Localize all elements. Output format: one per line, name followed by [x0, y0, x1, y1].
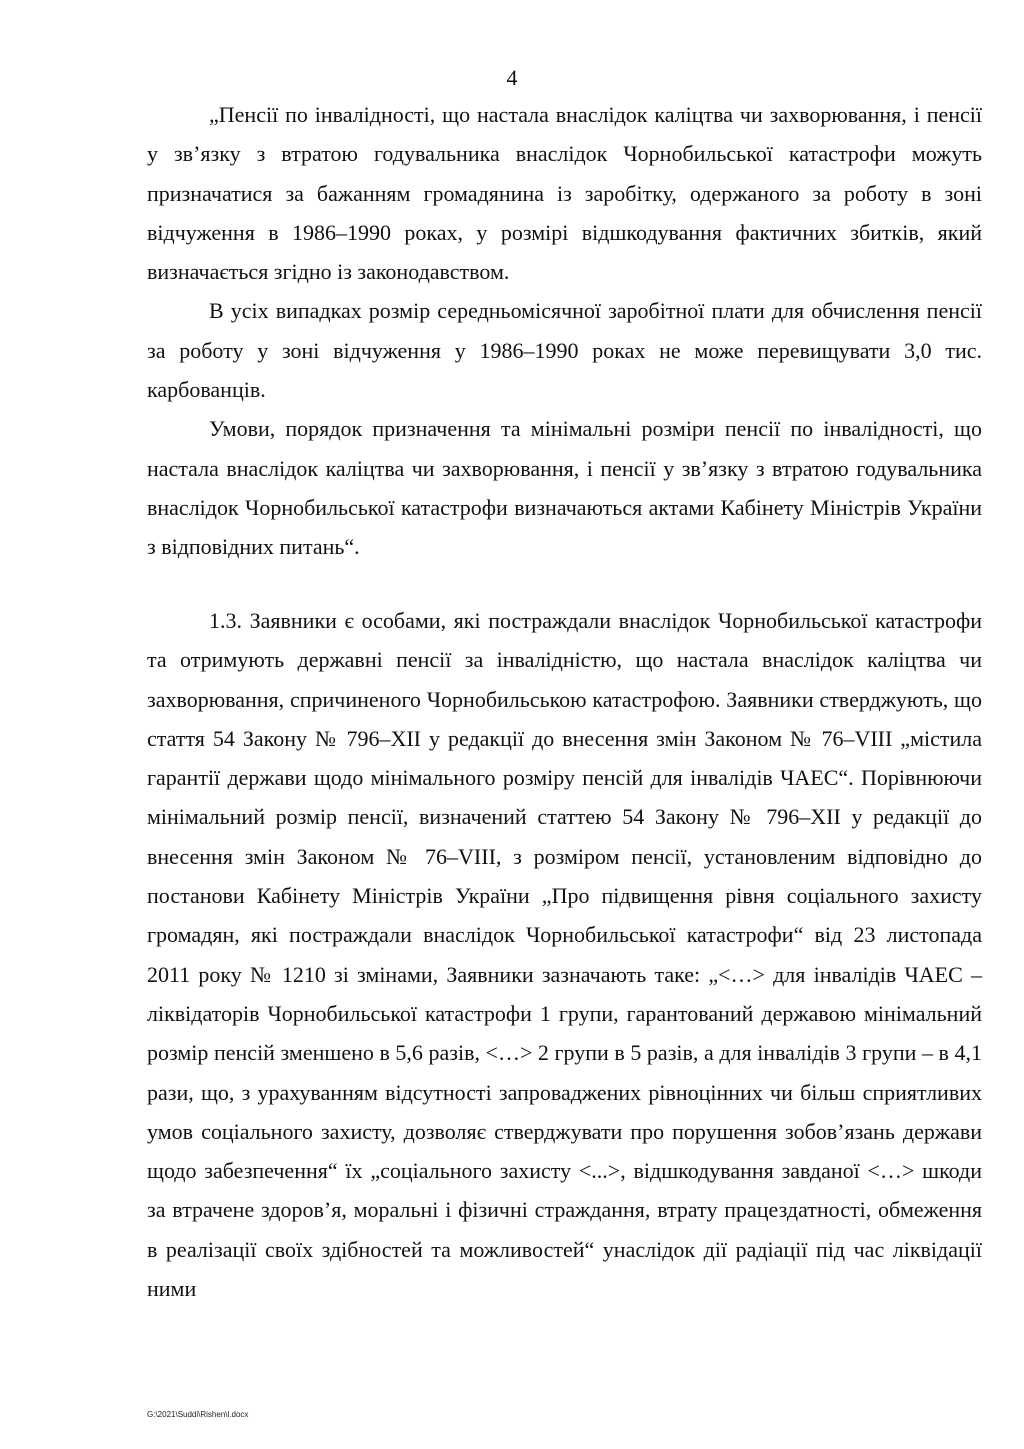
quoted-article-text	[147, 95, 982, 567]
section-1-3	[147, 601, 982, 1308]
section-1-3-paragraph: 1.3. Заявники є особами, які постраждали внаслідок Чорнобильської катастрофи та отримують державні пенсії за інвалідністю, що настала внаслідок каліцтва чи захворювання, спричиненого Чорнобильською катастрофою. Заявники стверджують, що стаття 54 Закону № 796–XII у редакції до внесення змін Законом № 76–VIII „містила гарантії держави щодо мінімального розміру пенсій для інвалідів ЧАЕС“. Порівнюючи мінімальний розмір пенсії, визначений статтею 54 Закону № 796–XII у редакції до внесення змін Законом № 76–VIII, з розміром пенсії, установленим відповідно до постанови Кабінету Міністрів України „Про підвищення рівня соціального захисту громадян, які постраждали внаслідок Чорнобильської катастрофи“ від 23 листопада 2011 року № 1210 зі змінами, Заявники зазначають таке: „<…> для інвалідів ЧАЕС – ліквідаторів Чорнобильської катастрофи 1 групи, гарантований державою мінімальний розмір пенсій зменшено в 5,6 разів, <…> 2 групи в 5 разів, а для інвалідів 3 групи – в 4,1 рази, що, з урахуванням відсутності запроваджених рівноцінних чи більш сприятливих умов соціального захисту, дозволяє стверджувати про порушення зобов’язань держави щодо забезпечення“ їх „соціального захисту <...>, відшкодування завданої <…> шкоди за втрачене здоров’я, моральні і фізичні страждання, втрату працездатності, обмеження в реалізації своїх здібностей та можливостей“ унаслідок дії радіації під час ліквідації ними	[147, 608, 982, 1302]
page-number: 4	[506, 65, 518, 90]
quote-paragraph-2: В усіх випадках розмір середньомісячної заробітної плати для обчислення пенсії за роботу у зоні відчуження у 1986–1990 роках не може перевищувати 3,0 тис. карбованців.	[147, 298, 982, 403]
quote-paragraph-1: „Пенсії по інвалідності, що настала внаслідок каліцтва чи захворювання, і пенсії у зв’язку з втратою годувальника внаслідок Чорнобильської катастрофи можуть призначатися за бажанням громадянина із заробітку, одержаного за роботу в зоні відчуження в 1986–1990 роках, у розмірі відшкодування фактичних збитків, який визначається згідно із законодавством.	[147, 102, 982, 285]
footer-file-path: G:\2021\Suddi\Rishen\l.docx	[147, 1410, 249, 1419]
quote-paragraph-3: Умови, порядок призначення та мінімальні розміри пенсії по інвалідності, що настала внаслідок каліцтва чи захворювання, і пенсії у зв’язку з втратою годувальника внаслідок Чорнобильської катастрофи визначаються актами Кабінету Міністрів України з відповідних питань“.	[147, 416, 982, 560]
